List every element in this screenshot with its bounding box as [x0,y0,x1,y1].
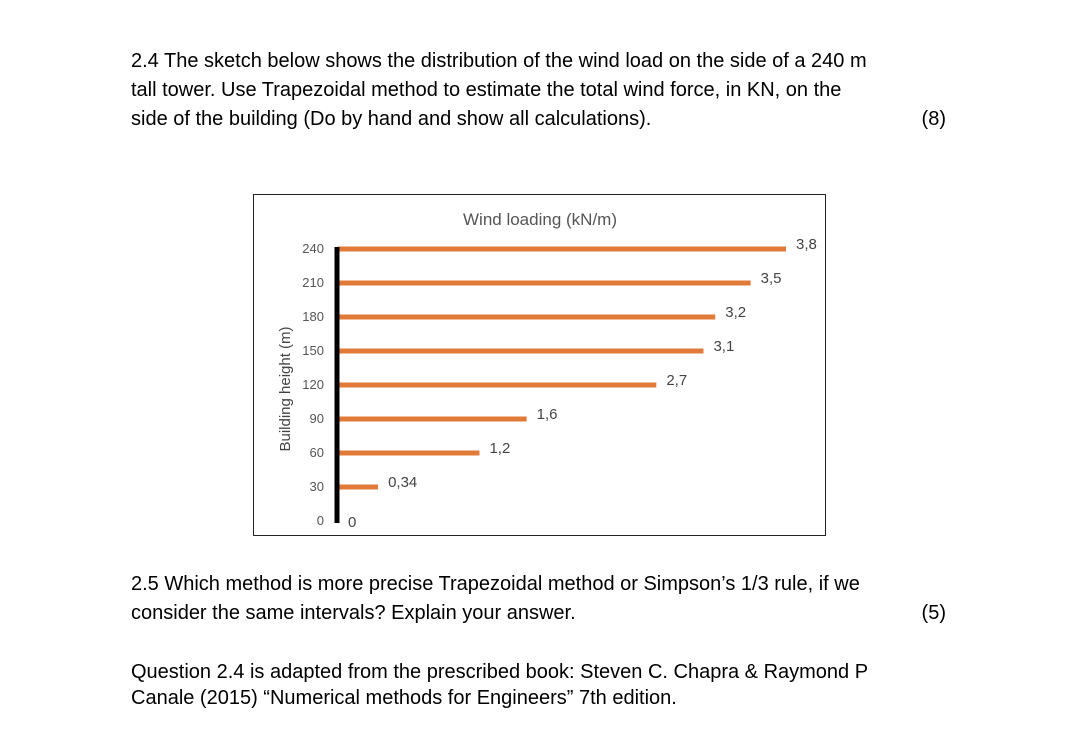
question-2-5 [131,570,946,628]
question-text-line: 2.5 Which method is more precise Trapezoidal method or Simpson’s 1/3 rule, if we [131,573,860,595]
data-label: 3,8 [796,236,817,253]
y-tick-label: 120 [302,377,324,392]
reference-line: Canale (2015) “Numerical methods for Engineers” 7th edition. [131,687,677,709]
question-marks: (5) [921,602,946,624]
reference-note [131,659,946,711]
y-tick-label: 90 [309,411,324,426]
question-text-line: 2.4 The sketch below shows the distribution of the wind load on the side of a 240 m [131,50,867,72]
data-label: 0,34 [388,474,418,491]
question-text: side of the building (Do by hand and show all calculations). [131,108,652,130]
data-label: 2,7 [666,372,688,389]
chart-title: Wind loading (kN/m) [463,210,617,229]
data-label: 3,1 [713,338,735,355]
question-marks: (8) [921,108,946,130]
data-label: 3,2 [725,304,747,321]
y-tick-label: 180 [302,309,324,324]
y-tick-label: 0 [316,513,324,528]
y-axis-label: Building height (m) [277,326,294,452]
chart-canvas [254,195,825,535]
y-tick-label: 240 [302,241,324,256]
reference-line: Question 2.4 is adapted from the prescribed book: Steven C. Chapra & Raymond P [131,661,869,683]
question-text-line [131,599,946,628]
question-text: consider the same intervals? Explain your answer. [131,602,576,624]
data-label: 0 [348,514,357,531]
question-text-line: tall tower. Use Trapezoidal method to estimate the total wind force, in KN, on the [131,79,842,101]
data-label: 1,6 [536,406,558,423]
y-tick-label: 30 [309,479,324,494]
data-label: 3,5 [760,270,782,287]
y-tick-label: 210 [302,275,324,290]
wind-loading-chart [253,194,826,536]
data-label: 1,2 [489,440,511,457]
y-tick-label: 60 [309,445,324,460]
question-text-line [131,105,946,134]
y-tick-label: 150 [302,343,324,358]
question-2-4 [131,47,946,134]
